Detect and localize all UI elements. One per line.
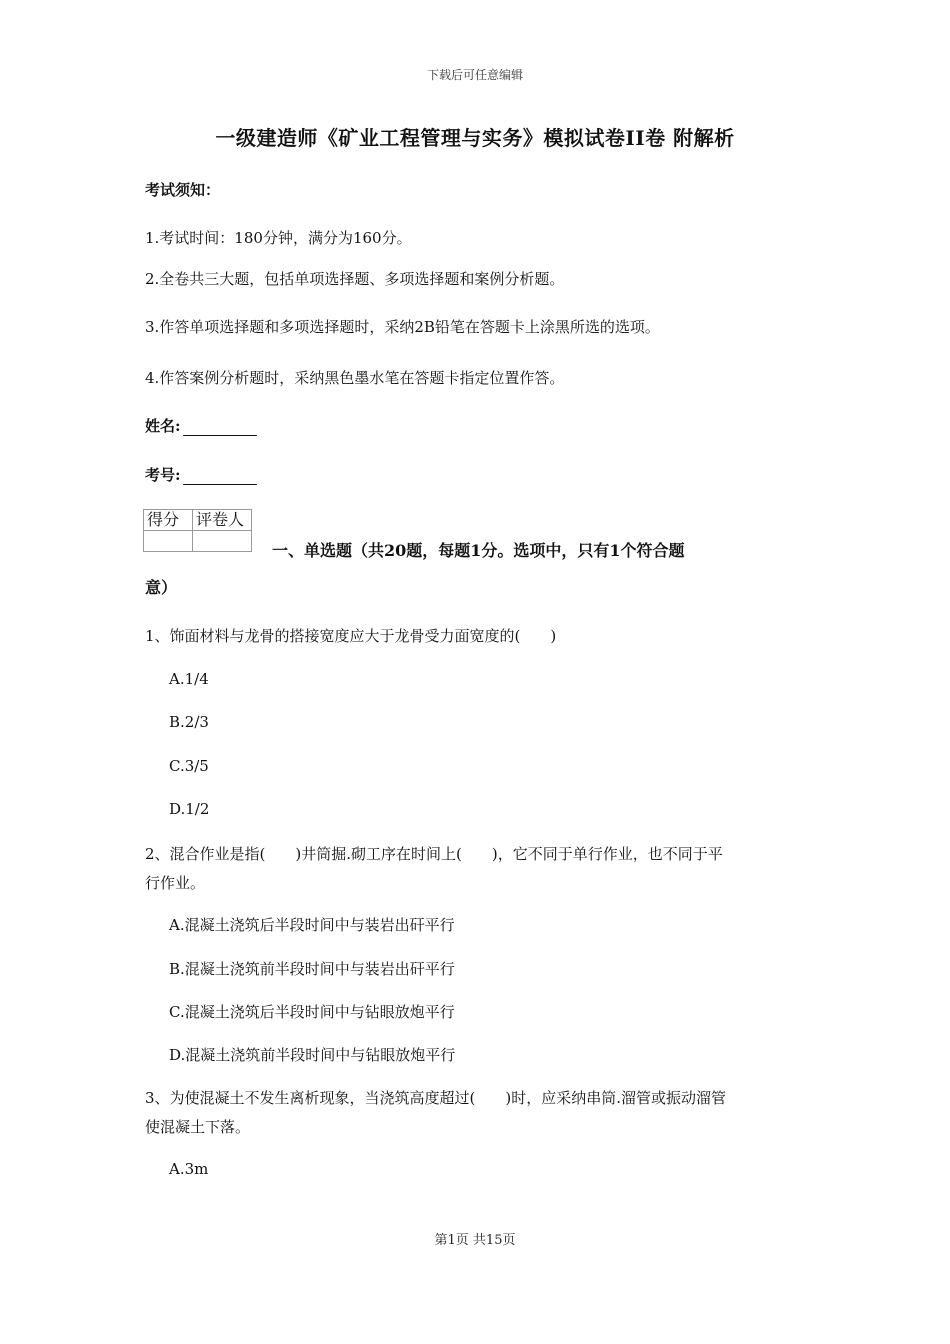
notice-heading: 考试须知： [145, 181, 221, 199]
question-2-option-d: D.混凝土浇筑前半段时间中与钻眼放炮平行 [169, 1046, 456, 1064]
id-blank [183, 469, 257, 485]
question-1-option-c: C.3/5 [169, 757, 209, 775]
document-title: 一级建造师《矿业工程管理与实务》模拟试卷II卷 附解析 [215, 126, 735, 150]
grader-cell [193, 531, 252, 552]
name-label: 姓名: [145, 417, 181, 435]
question-1-stem: 1、饰面材料与龙骨的搭接宽度应大于龙骨受力面宽度的( ) [145, 627, 557, 645]
question-2-option-c: C.混凝土浇筑后半段时间中与钻眼放炮平行 [169, 1003, 455, 1021]
notice-item-1: 1.考试时间：180分钟，满分为160分。 [145, 229, 412, 247]
question-3-stem-line-2: 使混凝土下落。 [145, 1118, 251, 1136]
question-1-option-a: A.1/4 [169, 670, 209, 688]
page-footer: 第1页 共15页 [434, 1233, 516, 1248]
question-2-option-b: B.混凝土浇筑前半段时间中与装岩出矸平行 [169, 960, 455, 978]
name-blank [183, 420, 257, 436]
question-2-option-a: A.混凝土浇筑后半段时间中与装岩出矸平行 [169, 916, 455, 934]
question-2-stem-line-1: 2、混合作业是指( )井筒掘.砌工序在时间上( )，它不同于单行作业，也不同于平 [145, 845, 723, 863]
id-field [145, 464, 257, 485]
score-table [143, 509, 252, 552]
score-cell [144, 531, 193, 552]
notice-item-3: 3.作答单项选择题和多项选择题时，采纳2B铅笔在答题卡上涂黑所选的选项。 [145, 318, 660, 336]
section-title-line-1: 一、单选题（共20题，每题1分。选项中，只有1个符合题 [272, 541, 685, 560]
id-label: 考号: [145, 466, 181, 484]
question-1-option-b: B.2/3 [169, 713, 209, 731]
header-note: 下载后可任意编辑 [426, 68, 523, 82]
question-1-option-d: D.1/2 [169, 800, 210, 818]
name-field [145, 415, 257, 436]
notice-item-2: 2.全卷共三大题，包括单项选择题、多项选择题和案例分析题。 [145, 270, 565, 288]
score-header: 得分 [144, 510, 193, 531]
question-2-stem-line-2: 行作业。 [145, 874, 206, 892]
grader-header: 评卷人 [193, 510, 252, 531]
notice-item-4: 4.作答案例分析题时，采纳黑色墨水笔在答题卡指定位置作答。 [145, 369, 565, 387]
question-3-option-a: A.3m [169, 1160, 209, 1178]
section-title-line-2: 意） [145, 578, 178, 597]
question-3-stem-line-1: 3、为使混凝土不发生离析现象，当浇筑高度超过( )时，应采纳串筒.溜管或振动溜管 [145, 1089, 727, 1107]
